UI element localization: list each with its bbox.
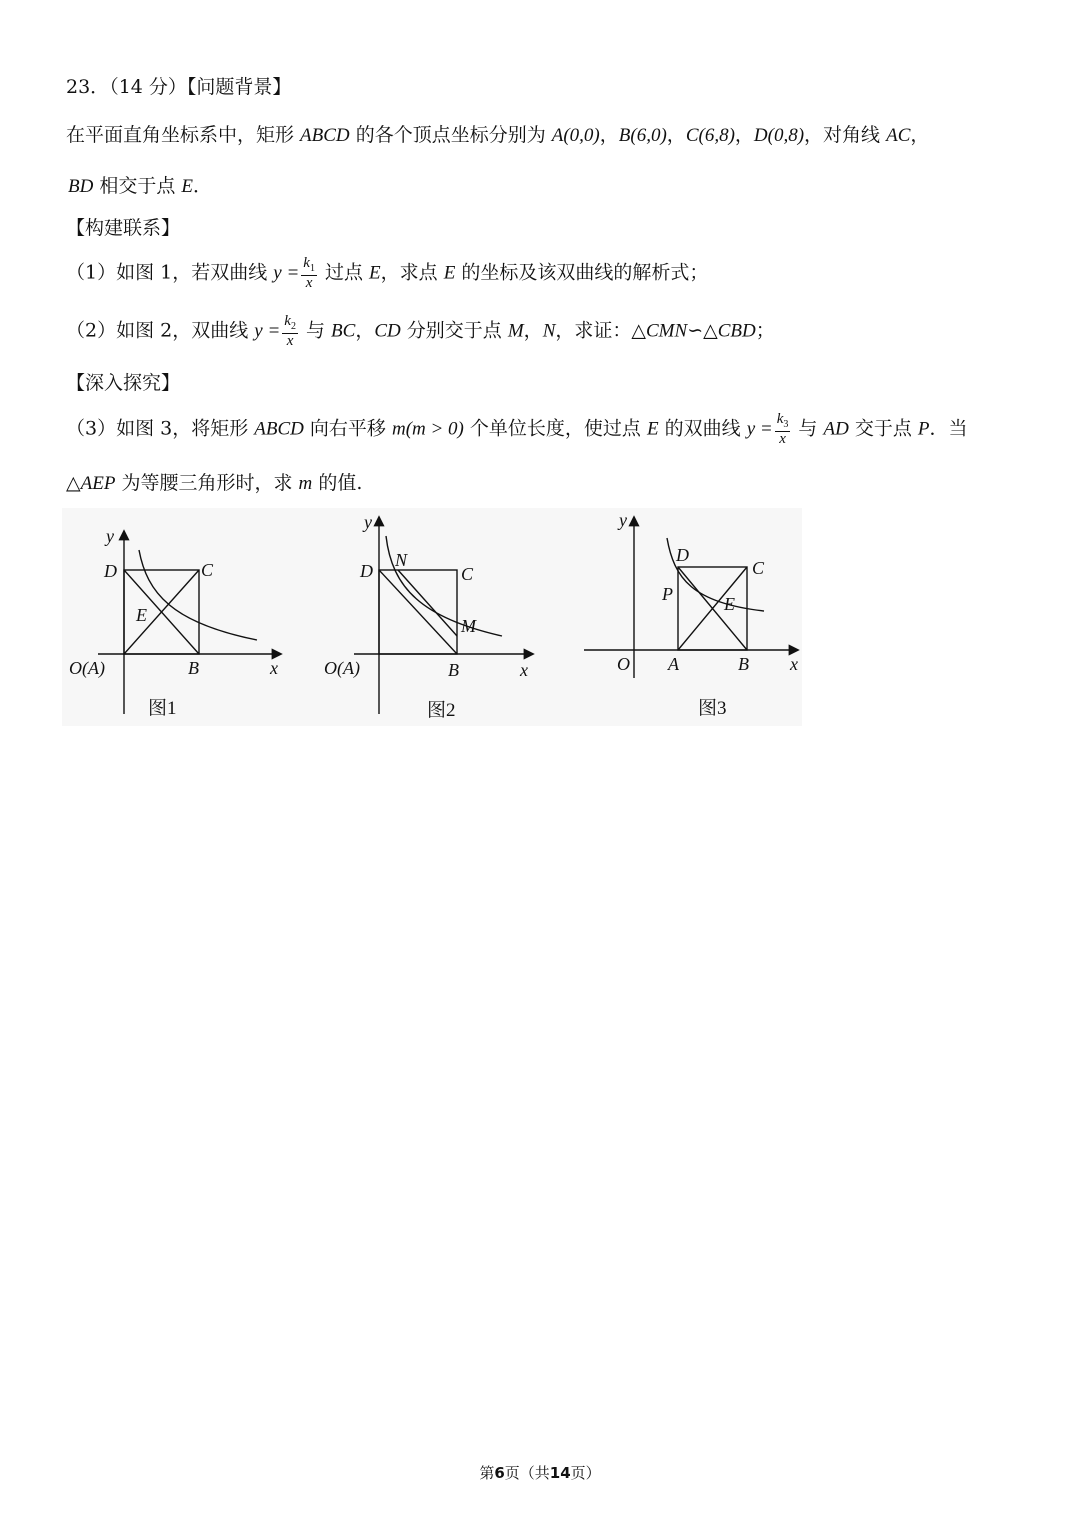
label-x: x [270,658,278,678]
label-n: N [395,550,408,570]
section-heading-explore: 【深入探究】 [66,372,181,394]
point-c: C(6,8) [685,125,735,146]
text: ，对角线 [804,124,887,146]
sep: ， [599,124,619,146]
label-c: C [752,558,765,578]
text: ．当 [929,417,968,440]
question-header [66,78,291,97]
text: 交于点 [848,417,918,440]
text: ； [755,319,775,342]
text: 与 [299,319,332,342]
footer-text: 页） [570,1464,601,1482]
text: 相交于点 [93,175,182,197]
text: ． [193,175,213,197]
page-footer [0,1462,1080,1483]
label-p: P [662,584,673,604]
fraction-k1-over-x [301,256,317,291]
part-2 [66,314,775,349]
triangle-aep: AEP [80,473,116,494]
text: 的各个顶点坐标分别为 [349,124,552,146]
text: （2）如图 2，双曲线 [66,319,255,342]
formula-y: y = [254,320,281,342]
m-condition: m(m > 0) [391,418,464,440]
part-3-line-1 [66,412,968,447]
formula-y: y = [273,262,300,284]
label-origin: O(A) [69,658,105,678]
den: x [779,430,786,447]
text: 个单位长度，使过点 [463,417,647,440]
triangle-symbol: △ [66,472,81,494]
k: k [303,255,310,271]
label-d: D [360,561,373,581]
label-e: E [136,605,147,625]
figure-background [62,508,802,726]
part-1 [66,256,708,291]
triangle-cbd: CBD [717,320,756,342]
point-m: M [507,320,524,342]
label-m: M [461,616,476,636]
point-d: D(0,8) [753,125,805,146]
point-e: E [369,262,381,284]
question-number: 23． [66,76,110,98]
label-y: y [106,526,114,546]
rect-name: ABCD [254,418,304,440]
text: 在平面直角坐标系中，矩形 [66,124,301,146]
sep: ， [355,319,375,342]
footer-text: 页（共 [504,1464,550,1482]
footer-text: 第 [479,1464,495,1482]
label-x: x [790,654,798,674]
label-b: B [448,660,459,680]
diag-ac: AC [886,125,911,146]
sep: ， [734,124,754,146]
background-line-1 [66,126,929,145]
k-sub: 1 [309,263,315,274]
fraction-k3-over-x [775,412,791,447]
total-pages: 14 [549,1464,571,1482]
section-heading-background: 【问题背景】 [186,76,292,98]
label-a: A [668,654,679,674]
text: 与 [792,417,824,440]
caption-fig2: 图2 [427,700,456,721]
label-b: B [738,654,749,674]
label-b: B [188,658,199,678]
point-n: N [542,320,556,342]
rect-name: ABCD [300,125,350,146]
fraction-k2-over-x [282,314,298,349]
sep: ， [523,319,543,342]
point-e: E [181,176,194,197]
var-m: m [298,473,313,494]
den: x [286,332,294,349]
text: （1）如图 1，若双曲线 [66,261,274,284]
text: 的坐标及该双曲线的解析式； [455,261,709,284]
sep: ， [666,124,686,146]
point-b: B(6,0) [618,125,667,146]
part-3-line-2 [66,474,362,493]
similar-symbol: ∽△ [687,319,718,342]
triangle-cmn: CMN [646,320,688,342]
label-e: E [724,594,735,614]
text: 过点 [318,261,370,284]
text: 的双曲线 [658,417,747,440]
diag-bd: BD [68,176,94,197]
label-y: y [619,510,627,530]
label-d: D [676,545,689,565]
k: k [284,313,291,329]
text: 向右平移 [303,417,392,440]
text: （3）如图 3，将矩形 [66,417,255,440]
caption-fig1: 图1 [148,698,177,719]
text: 为等腰三角形时，求 [115,472,299,494]
caption-fig3: 图3 [698,698,727,719]
page-number: 6 [494,1464,505,1482]
point-p: P [917,418,930,440]
point-e: E [443,262,456,284]
label-y: y [364,512,372,532]
point-a: A(0,0) [551,125,600,146]
text: ，求点 [380,261,444,284]
k-sub: 3 [783,419,789,430]
figures-svg [62,508,802,726]
section-heading-build: 【构建联系】 [66,217,181,239]
k-sub: 2 [290,321,296,332]
text: ，求证：△ [555,319,646,342]
figures [62,508,802,726]
sep: ， [910,124,930,146]
formula-y: y = [746,418,773,440]
label-origin: O(A) [324,658,360,678]
background-line-2 [68,177,212,196]
label-d: D [104,561,117,581]
label-c: C [201,560,214,580]
seg-ad: AD [823,418,849,440]
label-x: x [520,660,528,680]
k: k [776,411,784,427]
den: x [305,274,313,291]
seg-cd: CD [374,320,401,342]
label-origin: O [617,654,630,674]
text: 分别交于点 [400,319,508,342]
label-c: C [461,564,474,584]
question-score: （14 分） [109,76,187,98]
seg-bc: BC [331,320,356,342]
point-e: E [646,418,659,440]
text: 的值. [312,472,363,494]
